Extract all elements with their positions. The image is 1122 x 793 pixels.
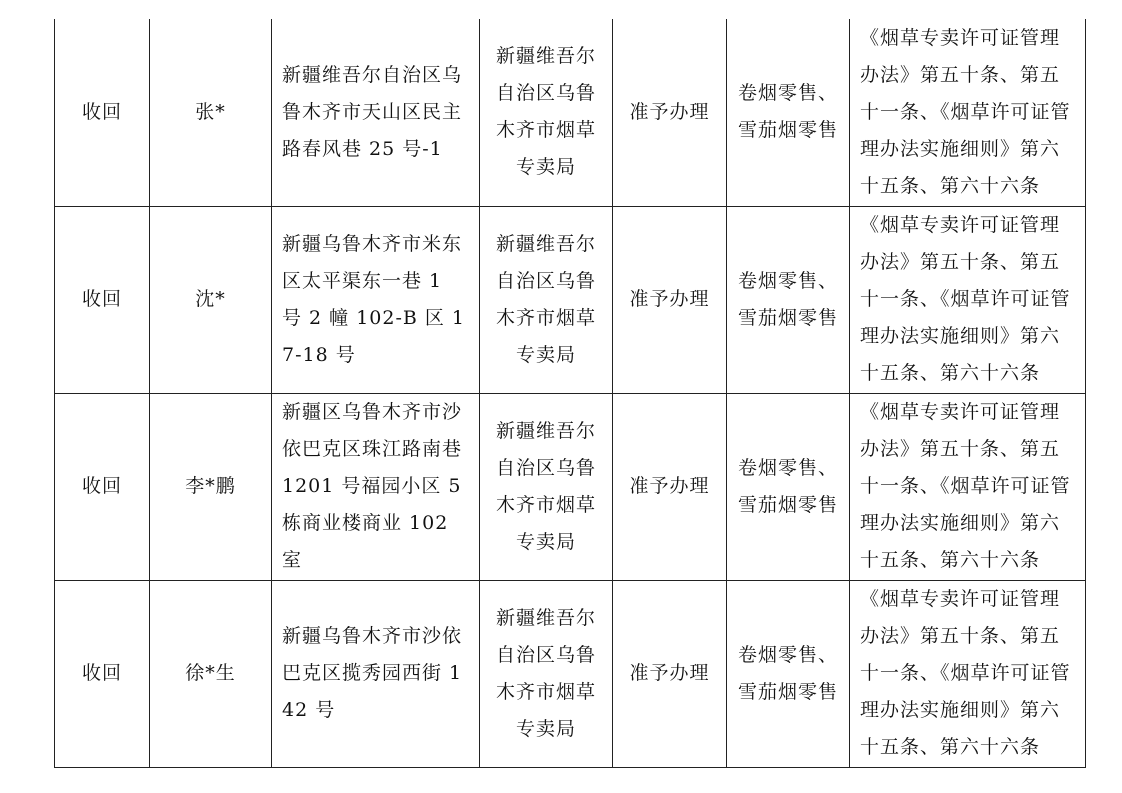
business-scope-cell: 卷烟零售、雪茄烟零售 — [727, 580, 850, 767]
business-scope-cell: 卷烟零售、雪茄烟零售 — [727, 206, 850, 393]
table-row — [55, 393, 1086, 580]
business-address-cell: 新疆维吾尔自治区乌鲁木齐市天山区民主路春风巷 25 号-1 — [272, 19, 480, 206]
business-address-cell: 新疆乌鲁木齐市沙依巴克区揽秀园西街 142 号 — [272, 580, 480, 767]
decision-cell: 准予办理 — [613, 206, 727, 393]
table-row — [55, 19, 1086, 206]
holder-name-cell: 沈* — [150, 206, 272, 393]
action-type-cell: 收回 — [55, 580, 150, 767]
legal-basis-cell: 《烟草专卖许可证管理办法》第五十条、第五十一条、《烟草许可证管理办法实施细则》第六十五条、第六十六条 — [850, 206, 1086, 393]
action-type-cell: 收回 — [55, 19, 150, 206]
issuing-authority-cell: 新疆维吾尔自治区乌鲁木齐市烟草专卖局 — [480, 19, 613, 206]
table-row — [55, 206, 1086, 393]
holder-name-cell: 徐*生 — [150, 580, 272, 767]
holder-name-cell: 李*鹏 — [150, 393, 272, 580]
holder-name-cell: 张* — [150, 19, 272, 206]
business-scope-cell: 卷烟零售、雪茄烟零售 — [727, 393, 850, 580]
action-type-cell: 收回 — [55, 206, 150, 393]
decision-cell: 准予办理 — [613, 19, 727, 206]
issuing-authority-cell: 新疆维吾尔自治区乌鲁木齐市烟草专卖局 — [480, 580, 613, 767]
issuing-authority-cell: 新疆维吾尔自治区乌鲁木齐市烟草专卖局 — [480, 393, 613, 580]
business-address-cell: 新疆区乌鲁木齐市沙依巴克区珠江路南巷 1201 号福园小区 5 栋商业楼商业 102 室 — [272, 393, 480, 580]
legal-basis-cell: 《烟草专卖许可证管理办法》第五十条、第五十一条、《烟草许可证管理办法实施细则》第六十五条、第六十六条 — [850, 393, 1086, 580]
decision-cell: 准予办理 — [613, 580, 727, 767]
legal-basis-cell: 《烟草专卖许可证管理办法》第五十条、第五十一条、《烟草许可证管理办法实施细则》第六十五条、第六十六条 — [850, 580, 1086, 767]
issuing-authority-cell: 新疆维吾尔自治区乌鲁木齐市烟草专卖局 — [480, 206, 613, 393]
business-address-cell: 新疆乌鲁木齐市米东区太平渠东一巷 1 号 2 幢 102-B 区 17-18 号 — [272, 206, 480, 393]
action-type-cell: 收回 — [55, 393, 150, 580]
legal-basis-cell: 《烟草专卖许可证管理办法》第五十条、第五十一条、《烟草许可证管理办法实施细则》第六十五条、第六十六条 — [850, 19, 1086, 206]
business-scope-cell: 卷烟零售、雪茄烟零售 — [727, 19, 850, 206]
table-row — [55, 580, 1086, 767]
license-revocation-table — [54, 19, 1086, 768]
decision-cell: 准予办理 — [613, 393, 727, 580]
